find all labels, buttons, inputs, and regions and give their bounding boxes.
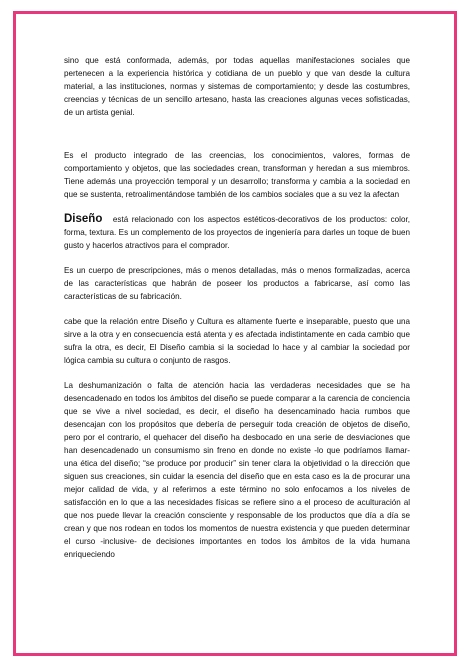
paragraph-dehumanization: La deshumanización o falta de atención hacia las verdaderas necesidades que se ha desencadenado en todos los ámbitos del diseño se puede comparar a la carencia de conciencia que se vive a nivel sociedad, es decir, el diseño ha desencaminado hacia rumbos que desencajan con los propósitos que debería de perseguir toda creación de objetos de diseño, pero por el contrario, el quehacer del diseño ha desbocado en una serie de desviaciones que han desencadenado un consumismo sin freno en donde no existe -lo que podríamos llamar- una ética del diseño; “se produce por producir” sin tener clara la objetividad o la dirección que siguen sus creaciones, sin cuidar la esencia del diseño que en esta caso es la de procurar una mejor calidad de vida, y al referirnos a este término no solo enfocamos a los niveles de satisfacción en lo que a las necesidades físicas se refiere sino a el proceso de aculturación al que nos puede llevar la creación consciente y responsable de los productos que día a día se crean y que nos rodean en todos los momentos de nuestra existencia y que pueden determinar el curso -inclusive- de decisiones importantes en todos los ámbitos de la vida humana enriqueciendo: [64, 381, 410, 559]
paragraph-culture-product: Es el producto integrado de las creencias, los conocimientos, valores, formas de comportamiento y objetos, que las sociedades crean, transforman y heredan a sus miembros. Tiene además una proyección temporal y un desarrollo; transforma y cambia a la sociedad en que se sustenta, retroalimentándose también de los cambios sociales que a su vez la afectan: [64, 151, 410, 199]
paragraph-prescriptions: Es un cuerpo de prescripciones, más o menos detalladas, más o menos formalizadas, acerca de las características que habrán de poseer los productos a fabricarse, así como las características de su fabricación.: [64, 266, 410, 301]
paragraph-culture-definition: sino que está conformada, además, por todas aquellas manifestaciones sociales que pertenecen a la experiencia histórica y cotidiana de un pueblo y que van desde la cultura material, a las instituciones, normas y sistemas de comportamiento; y desde las costumbres, creencias y técnicas de un sencillo artesano, hasta las creaciones algunas veces sofisticadas, de un artista genial.: [64, 56, 410, 117]
document-body: [64, 54, 410, 573]
paragraph-diseno-text: está relacionado con los aspectos estéticos-decorativos de los productos: color, forma, textura. Es un complemento de los proyectos de ingeniería para darles un toque de buen gusto y hacerlos atractivos para el comprador.: [64, 215, 410, 250]
paragraph-diseno-intro: [64, 213, 410, 252]
paragraph-design-culture-relation: cabe que la relación entre Diseño y Cultura es altamente fuerte e inseparable, puesto que una sirve a la otra y en consecuencia está atenta y es afectada indistintamente en cada cambio que sufra la otra, es decir, El Diseño cambia si la sociedad lo hace y al cambiar la sociedad por lógica cambia su cultura o conjunto de rasgos.: [64, 317, 410, 365]
section-heading-diseno: Diseño: [64, 213, 103, 225]
